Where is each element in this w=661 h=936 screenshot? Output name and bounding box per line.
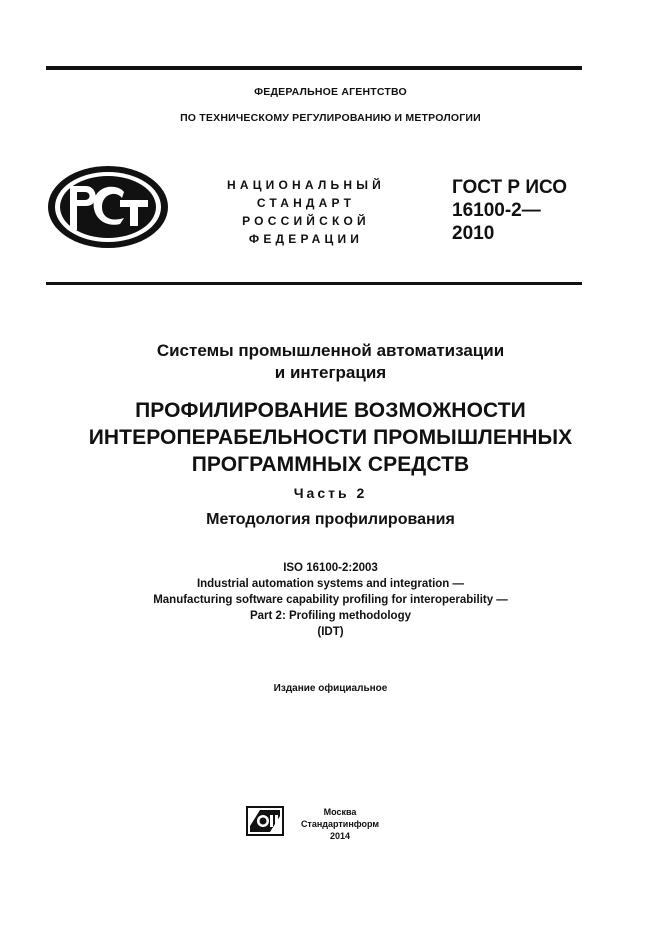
- publisher-name: Стандартинформ: [300, 819, 380, 829]
- iso-reference-line: ISO 16100-2:2003: [283, 562, 378, 574]
- main-title-line: ПРОГРАММНЫХ СРЕДСТВ: [191, 453, 470, 476]
- national-standard-line: СТАНДАРТ: [256, 196, 356, 210]
- national-standard-line: НАЦИОНАЛЬНЫЙ: [226, 178, 386, 192]
- part-title: Методология профилирования: [206, 511, 455, 528]
- top-divider: [46, 66, 582, 70]
- agency-line-2: ПО ТЕХНИЧЕСКОМУ РЕГУЛИРОВАНИЮ И МЕТРОЛОГИИ: [180, 112, 481, 124]
- iso-reference: [0, 560, 661, 640]
- iso-reference-line: Manufacturing software capability profiling for interoperability —: [153, 594, 508, 606]
- agency-line-1: ФЕДЕРАЛЬНОЕ АГЕНТСТВО: [254, 86, 407, 98]
- designation-line: 2010: [452, 223, 495, 244]
- iso-reference-line: Part 2: Profiling methodology: [249, 610, 411, 622]
- national-standard-line: ФЕДЕРАЦИИ: [248, 232, 364, 246]
- part-number: Часть 2: [293, 485, 368, 501]
- main-title: [0, 397, 661, 478]
- header-divider: [46, 282, 582, 285]
- rst-mark-icon: [46, 164, 170, 250]
- national-standard-label: [206, 176, 406, 248]
- main-title-line: ИНТЕРОПЕРАБЕЛЬНОСТИ ПРОМЫШЛЕННЫХ: [88, 426, 573, 449]
- designation-line: 16100-2—: [452, 200, 541, 221]
- iso-reference-line: Industrial automation systems and integration —: [196, 578, 465, 590]
- standartinform-logo-icon: [246, 806, 284, 836]
- publisher-block: [300, 806, 380, 842]
- publisher-city: Москва: [323, 807, 357, 817]
- standard-designation: [452, 176, 567, 245]
- series-title-line: и интеграция: [274, 363, 387, 382]
- publisher-year: 2014: [329, 831, 351, 841]
- national-standard-line: РОССИЙСКОЙ: [242, 214, 370, 228]
- series-title-line: Системы промышленной автоматизации: [156, 341, 505, 360]
- series-title: [0, 340, 661, 384]
- edition-label: Издание официальное: [273, 683, 388, 694]
- main-title-line: ПРОФИЛИРОВАНИЕ ВОЗМОЖНОСТИ: [135, 399, 526, 422]
- iso-reference-line: (IDT): [317, 626, 344, 638]
- designation-line: ГОСТ Р ИСО: [452, 177, 568, 198]
